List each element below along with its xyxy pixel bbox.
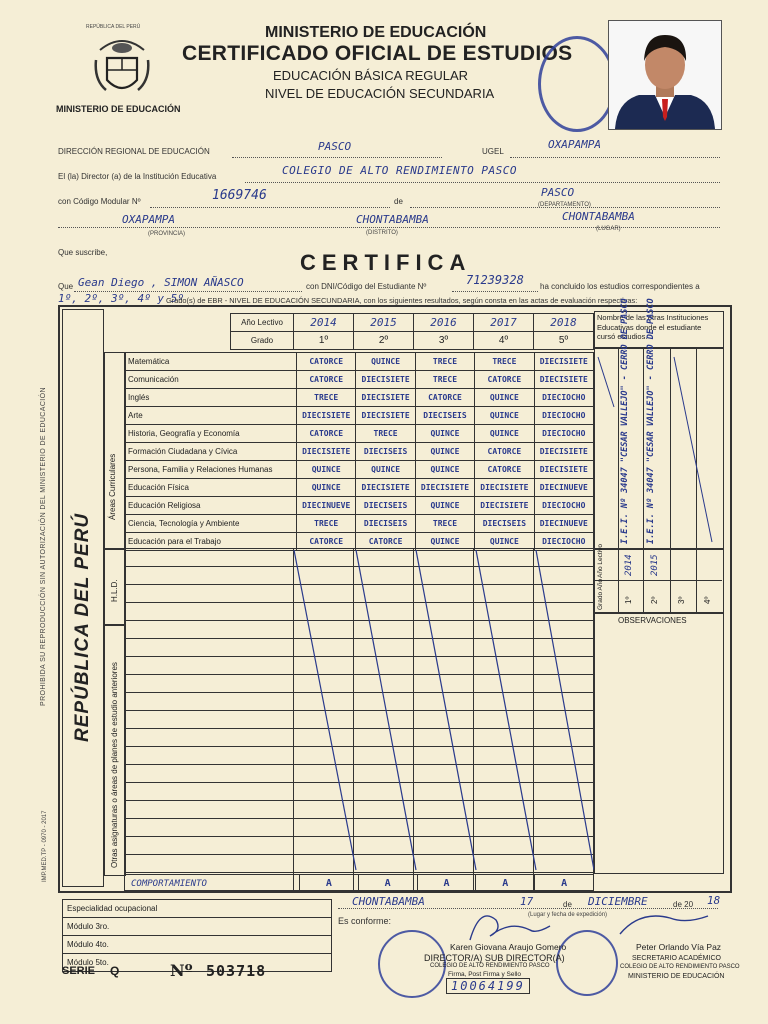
signer2-name: Peter Orlando Vía Paz (636, 942, 722, 952)
ano-lectivo-short: Año Lectivo (597, 544, 604, 578)
grade-cell: CATORCE (356, 533, 415, 551)
signer2-org: COLEGIO DE ALTO RENDIMIENTO PASCO (620, 964, 740, 970)
inst-year-1: 2014 (624, 554, 634, 576)
grade-3: 3º (414, 332, 474, 350)
grado-ano-short: Grado Año (597, 578, 604, 610)
grade-cell: DIECISIETE (356, 479, 415, 497)
grade-cell: DIECISIETE (356, 389, 415, 407)
subject-name: Ciencia, Tecnología y Ambiente (125, 515, 297, 533)
province-value: OXAPAMPA (122, 213, 175, 226)
grade-cell: DIECIOCHO (534, 425, 593, 443)
subject-row (125, 497, 594, 515)
year-2016: 2016 (414, 314, 474, 332)
dre-value: PASCO (318, 140, 352, 153)
place-date-caption: (Lugar y fecha de expedición) (528, 912, 608, 918)
grade-1: 1º (294, 332, 354, 350)
dre-label: DIRECCIÓN REGIONAL DE EDUCACIÓN (58, 147, 210, 156)
subject-name: Comunicación (125, 371, 297, 389)
otras-label: Otras asignaturas o áreas de planes de estudio anteriores (110, 662, 119, 868)
grade-cell: DIECIOCHO (534, 389, 593, 407)
subject-name: Historia, Geografía y Economía (125, 425, 297, 443)
hld-label: H.L.D. (110, 579, 119, 602)
side-imp-code: IMP.MED.TP - 0970 - 2017 (42, 810, 48, 882)
subject-row (125, 407, 594, 425)
grade-cell: DIECISEIS (356, 497, 415, 515)
grade-cell: DIECISIETE (475, 497, 534, 515)
student-photo (608, 20, 722, 130)
grade-label: Grado (231, 332, 294, 350)
grade-cell: DIECISIETE (534, 443, 593, 461)
ugel-label: UGEL (482, 147, 504, 156)
modules-table (62, 899, 332, 972)
grade-cell: TRECE (475, 353, 534, 371)
serie-label: SERIE (62, 965, 96, 977)
coat-of-arms-logo (92, 30, 152, 102)
inst-grade-2: 2º (650, 596, 659, 604)
ministry-logo-label: MINISTERIO DE EDUCACIÓN (56, 104, 181, 114)
inst-grade-3: 3º (677, 596, 686, 604)
grade-cell: TRECE (356, 425, 415, 443)
modulo-4: Módulo 4to. (63, 936, 332, 954)
grade-cell: CATORCE (415, 389, 474, 407)
grade-cell: QUINCE (415, 497, 474, 515)
grades-label: Grado(s) de EBR - NIVEL DE EDUCACIÓN SECUNDARIA, con los siguientes resultados, según consta en las actas de evaluación respectivas: (166, 296, 638, 305)
grade-cell: TRECE (415, 371, 474, 389)
comportamiento-table (124, 874, 594, 893)
es-conforme: Es conforme: (338, 916, 392, 926)
place-value: CHONTABAMBA (562, 210, 635, 223)
concluded-label: ha concluido los estudios correspondientes a (540, 282, 700, 291)
other-inst-1: I.E.I. Nº 34047 "CESAR VALLEJO" - CERRO DE PASCO (620, 298, 630, 544)
subject-row (125, 389, 594, 407)
subjects-table (124, 352, 594, 551)
especialidad-label: Especialidad ocupacional (63, 900, 332, 918)
school-value: COLEGIO DE ALTO RENDIMIENTO PASCO (282, 164, 518, 177)
subject-row (125, 425, 594, 443)
grade-cell: DIECISIETE (297, 407, 356, 425)
comportamiento-2: A (358, 875, 417, 893)
grade-cell: DIECISIETE (534, 353, 593, 371)
subtitle-level: NIVEL DE EDUCACIÓN SECUNDARIA (265, 86, 495, 101)
dni-box: 10064199 (446, 978, 530, 994)
grade-cell: QUINCE (475, 533, 534, 551)
grade-cell: DIECISEIS (356, 443, 415, 461)
subject-name: Inglés (125, 389, 297, 407)
modular-value: 1669746 (212, 188, 267, 203)
coat-caption: REPÚBLICA DEL PERÚ (86, 24, 141, 30)
grade-cell: DIECISEIS (415, 407, 474, 425)
subject-row (125, 371, 594, 389)
comportamiento-1: A (300, 875, 359, 893)
grades-value: 1º, 2º, 3º, 4º y 5º (58, 292, 184, 305)
ugel-value: OXAPAMPA (548, 138, 601, 151)
grade-cell: DIECISIETE (415, 479, 474, 497)
student-name: Gean Diego , SIMON AÑASCO (78, 276, 244, 289)
grade-5: 5º (534, 332, 594, 350)
grade-cell: DIECINUEVE (297, 497, 356, 515)
grade-cell: QUINCE (415, 443, 474, 461)
subject-row (125, 443, 594, 461)
subject-name: Educación para el Trabajo (125, 533, 297, 551)
district-value: CHONTABAMBA (356, 213, 429, 226)
grade-cell: DIECIOCHO (534, 533, 593, 551)
subject-name: Educación Religiosa (125, 497, 297, 515)
grade-cell: QUINCE (475, 425, 534, 443)
subject-row (125, 461, 594, 479)
numero-value: 503718 (206, 962, 267, 980)
director-label: El (la) Director (a) de la Institución Educativa (58, 172, 217, 181)
inst-grade-4: 4º (703, 596, 712, 604)
subject-name: Arte (125, 407, 297, 425)
official-stamp (538, 36, 616, 132)
grade-cell: DIECISIETE (475, 479, 534, 497)
signer1-title: DIRECTOR/A) SUB DIRECTOR(A) (424, 953, 565, 963)
coat-of-arms-icon (92, 30, 152, 102)
district-caption: (DISTRITO) (366, 230, 398, 236)
grade-2: 2º (354, 332, 414, 350)
subject-name: Educación Física (125, 479, 297, 497)
grade-cell: QUINCE (475, 407, 534, 425)
comportamiento-label: COMPORTAMIENTO (125, 875, 300, 893)
que-label: Que (58, 282, 74, 291)
grade-cell: QUINCE (475, 389, 534, 407)
empty-strike-lines (124, 548, 594, 874)
subject-row (125, 515, 594, 533)
grade-cell: QUINCE (356, 353, 415, 371)
grade-4: 4º (474, 332, 534, 350)
grade-cell: DIECISIETE (356, 371, 415, 389)
grade-cell: CATORCE (475, 443, 534, 461)
grade-cell: TRECE (415, 515, 474, 533)
department-caption: (DEPARTAMENTO) (538, 202, 591, 208)
grade-cell: TRECE (297, 389, 356, 407)
place-caption: (LUGAR) (596, 226, 621, 232)
modular-label: con Código Modular Nº (58, 197, 141, 206)
grade-cell: DIECISIETE (534, 371, 593, 389)
areas-label: Áreas Curriculares (108, 453, 117, 520)
grade-cell: QUINCE (297, 461, 356, 479)
republica-vertical: REPÚBLICA DEL PERÚ (72, 512, 93, 742)
year-2018: 2018 (534, 314, 594, 332)
grade-cell: DIECISIETE (356, 407, 415, 425)
place-date-month: DICIEMBRE (588, 895, 648, 908)
grade-cell: QUINCE (297, 479, 356, 497)
grade-cell: CATORCE (297, 371, 356, 389)
grade-cell: CATORCE (297, 533, 356, 551)
place-date-de1: de (563, 900, 572, 909)
subject-row (125, 353, 594, 371)
year-2014: 2014 (294, 314, 354, 332)
grade-cell: CATORCE (297, 425, 356, 443)
side-prohibition: PROHIBIDA SU REPRODUCCIÓN SIN AUTORIZACIÓN DEL MINISTERIO DE EDUCACIÓN (40, 387, 47, 706)
inst-strike-lines (594, 347, 722, 548)
grade-cell: CATORCE (475, 371, 534, 389)
grade-cell: CATORCE (475, 461, 534, 479)
subtitle-ebr: EDUCACIÓN BÁSICA REGULAR (273, 68, 469, 83)
dni-label: con DNI/Código del Estudiante Nº (306, 282, 427, 291)
comportamiento-5: A (535, 875, 594, 893)
certificate-title: CERTIFICADO OFICIAL DE ESTUDIOS (182, 42, 573, 65)
signer2-title: SECRETARIO ACADÉMICO (632, 955, 721, 962)
other-inst-2: I.E.I. Nº 34047 "CESAR VALLEJO" - CERRO DE PASCO (646, 298, 656, 544)
other-inst-header: Nombre de las otras Instituciones Educativas donde el estudiante cursó estudios. (597, 313, 709, 341)
grade-cell: TRECE (415, 353, 474, 371)
grade-cell: QUINCE (356, 461, 415, 479)
place-date-de2: de 20 (673, 900, 694, 909)
comportamiento-4: A (476, 875, 535, 893)
year-label: Año Lectivo (231, 314, 294, 332)
grade-cell: CATORCE (297, 353, 356, 371)
signer2-org2: MINISTERIO DE EDUCACIÓN (628, 973, 725, 980)
inst-year-2: 2015 (650, 554, 660, 576)
modulo-5: Módulo 5to. (63, 954, 332, 972)
place-date-place: CHONTABAMBA (352, 895, 425, 908)
subject-name: Matemática (125, 353, 297, 371)
ministry-title: MINISTERIO DE EDUCACIÓN (265, 24, 487, 41)
grade-cell: DIECINUEVE (534, 479, 593, 497)
grade-cell: DIECISEIS (356, 515, 415, 533)
province-caption: (PROVINCIA) (148, 231, 186, 237)
que-suscribe: Que suscribe, (58, 248, 108, 257)
place-date-day: 17 (520, 895, 534, 908)
observaciones-label: OBSERVACIONES (618, 616, 687, 625)
department-value: PASCO (541, 186, 575, 199)
modulo-3: Módulo 3ro. (63, 918, 332, 936)
grade-cell: QUINCE (415, 425, 474, 443)
grade-cell: DIECIOCHO (534, 407, 593, 425)
numero-label: Nº (170, 961, 193, 980)
inst-grade-1: 1º (624, 596, 633, 604)
subject-row (125, 479, 594, 497)
serie-value: Q (110, 964, 120, 978)
place-date-year: 18 (707, 894, 721, 907)
comportamiento-3: A (417, 875, 476, 893)
year-2017: 2017 (474, 314, 534, 332)
signer1-name: Karen Giovana Araujo Gomero (450, 942, 567, 952)
grade-cell: QUINCE (415, 533, 474, 551)
subject-name: Persona, Familia y Relaciones Humanas (125, 461, 297, 479)
certifica-heading: CERTIFICA (300, 250, 472, 275)
year-header-table (230, 313, 594, 350)
grade-cell: DIECIOCHO (534, 497, 593, 515)
grade-cell: DIECISIETE (534, 461, 593, 479)
grade-cell: TRECE (297, 515, 356, 533)
grade-cell: DIECISIETE (297, 443, 356, 461)
grade-cell: DIECINUEVE (534, 515, 593, 533)
signer1-org: COLEGIO DE ALTO RENDIMIENTO PASCO (430, 963, 550, 969)
signer1-sub: Firma, Post Firma y Sello (448, 971, 521, 978)
grade-cell: QUINCE (415, 461, 474, 479)
year-2015: 2015 (354, 314, 414, 332)
grade-cell: DIECISEIS (475, 515, 534, 533)
subject-name: Formación Ciudadana y Cívica (125, 443, 297, 461)
de-label: de (394, 197, 403, 206)
dni-value: 71239328 (466, 273, 524, 287)
